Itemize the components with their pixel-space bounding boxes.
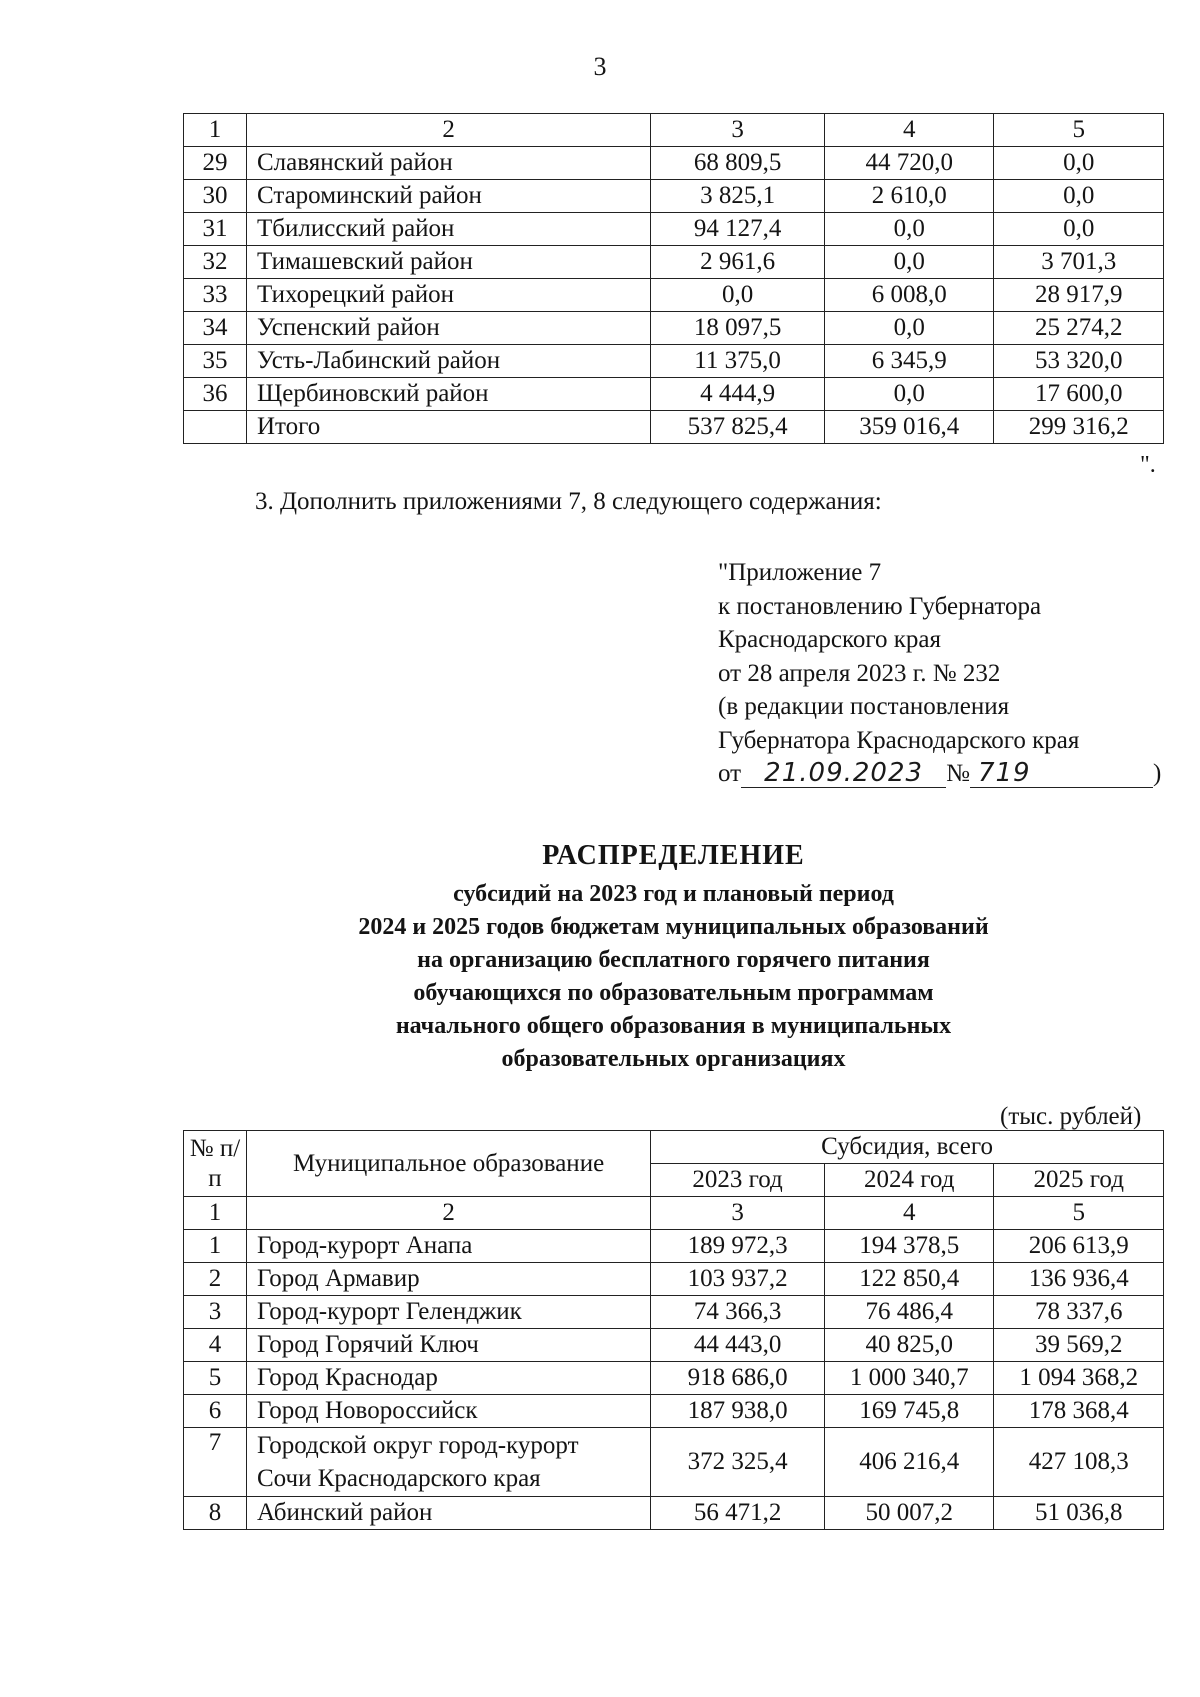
table-header-row [184, 1131, 1164, 1164]
col-number: 2 [247, 1197, 651, 1230]
row-number: 31 [184, 213, 247, 246]
row-value: 0,0 [994, 180, 1164, 213]
row-name: Тбилисский район [247, 213, 651, 246]
row-value: 406 216,4 [824, 1428, 993, 1497]
table-row [184, 312, 1164, 345]
row-value: 74 366,3 [651, 1296, 825, 1329]
row-value: 0,0 [824, 213, 993, 246]
row-name: Староминский район [247, 180, 651, 213]
row-number: 4 [184, 1329, 247, 1362]
row-value: 39 569,2 [994, 1329, 1164, 1362]
table-total-row [184, 411, 1164, 444]
appendix-line: от 28 апреля 2023 г. № 232 [718, 659, 1001, 687]
col-number: 5 [994, 1197, 1164, 1230]
row-number: 8 [184, 1497, 247, 1530]
appendix-header [718, 556, 1161, 791]
title-line: образовательных организациях [501, 1046, 846, 1072]
row-value: 11 375,0 [651, 345, 825, 378]
row-name: Город Горячий Ключ [247, 1329, 651, 1362]
table-distribution [183, 1130, 1164, 1530]
row-name-line: Городской округ город-курорт [257, 1432, 579, 1459]
appendix-line: (в редакции постановления [718, 693, 1010, 720]
table-row [184, 246, 1164, 279]
row-value: 51 036,8 [994, 1497, 1164, 1530]
row-value: 2 610,0 [824, 180, 993, 213]
row-value: 0,0 [994, 147, 1164, 180]
row-name: Город Краснодар [247, 1362, 651, 1395]
row-number: 1 [184, 1230, 247, 1263]
row-value: 50 007,2 [824, 1497, 993, 1530]
row-value: 40 825,0 [824, 1329, 993, 1362]
row-value: 53 320,0 [994, 345, 1164, 378]
row-value: 94 127,4 [651, 213, 825, 246]
row-value: 206 613,9 [994, 1230, 1164, 1263]
title-line: обучающихся по образовательным программам [413, 980, 934, 1006]
title-line: субсидий на 2023 год и плановый период [453, 881, 894, 907]
table-row [184, 1263, 1164, 1296]
row-name: Щербиновский район [247, 378, 651, 411]
col-number: 4 [824, 114, 993, 147]
row-number: 2 [184, 1263, 247, 1296]
row-name: Абинский район [247, 1497, 651, 1530]
row-value: 6 008,0 [824, 279, 993, 312]
row-name-line: Сочи Краснодарского края [257, 1465, 541, 1492]
page-number: 3 [593, 52, 607, 81]
row-value: 6 345,9 [824, 345, 993, 378]
col-number: 3 [651, 114, 825, 147]
row-number: 36 [184, 378, 247, 411]
row-value: 187 938,0 [651, 1395, 825, 1428]
table-row [184, 378, 1164, 411]
row-name: Успенский район [247, 312, 651, 345]
title-line: начального общего образования в муниципальных [395, 1013, 952, 1039]
title-main: РАСПРЕДЕЛЕНИЕ [542, 840, 805, 871]
row-value: 4 444,9 [651, 378, 825, 411]
header-subsidy: Субсидия, всего [651, 1131, 1164, 1164]
row-name: Город-курорт Геленджик [247, 1296, 651, 1329]
date-prefix: от [718, 760, 742, 787]
row-value: 76 486,4 [824, 1296, 993, 1329]
row-value: 122 850,4 [824, 1263, 993, 1296]
table-column-numbers [184, 114, 1164, 147]
row-name: Тимашевский район [247, 246, 651, 279]
row-value: 44 443,0 [651, 1329, 825, 1362]
table-row [184, 180, 1164, 213]
row-value: 0,0 [824, 246, 993, 279]
row-value: 427 108,3 [994, 1428, 1164, 1497]
row-value: 17 600,0 [994, 378, 1164, 411]
closing-paren: ) [1152, 760, 1162, 787]
table-column-numbers [184, 1197, 1164, 1230]
table-row [184, 1329, 1164, 1362]
row-number: 5 [184, 1362, 247, 1395]
table-continuation [183, 113, 1164, 444]
row-name: Город Армавир [247, 1263, 651, 1296]
row-value: 1 094 368,2 [994, 1362, 1164, 1395]
header-num: № п/п [184, 1131, 247, 1197]
row-value: 28 917,9 [994, 279, 1164, 312]
row-value: 189 972,3 [651, 1230, 825, 1263]
row-name: Город-курорт Анапа [247, 1230, 651, 1263]
table-row [184, 213, 1164, 246]
row-number: 32 [184, 246, 247, 279]
appendix-line: "Приложение 7 [718, 559, 882, 586]
row-value: 372 325,4 [651, 1428, 825, 1497]
row-value: 3 825,1 [651, 180, 825, 213]
header-name: Муниципальное образование [247, 1131, 651, 1197]
row-value: 18 097,5 [651, 312, 825, 345]
row-name: Город Новороссийск [247, 1395, 651, 1428]
table-row [184, 147, 1164, 180]
total-label: Итого [247, 411, 651, 444]
row-value: 1 000 340,7 [824, 1362, 993, 1395]
row-number: 30 [184, 180, 247, 213]
units-label: (тыс. рублей) [1000, 1103, 1142, 1130]
row-number [184, 411, 247, 444]
header-year: 2024 год [824, 1164, 993, 1197]
row-value: 194 378,5 [824, 1230, 993, 1263]
header-year: 2023 год [651, 1164, 825, 1197]
row-value: 68 809,5 [651, 147, 825, 180]
row-number: 6 [184, 1395, 247, 1428]
row-name-multiline [247, 1428, 651, 1497]
table-row [184, 1362, 1164, 1395]
row-value: 3 701,3 [994, 246, 1164, 279]
table-row [184, 345, 1164, 378]
appendix-line: Краснодарского края [718, 626, 941, 653]
col-number: 2 [247, 114, 651, 147]
document-title [183, 840, 1164, 1076]
row-value: 169 745,8 [824, 1395, 993, 1428]
table-row [184, 1230, 1164, 1263]
handwritten-number: 719 [970, 759, 1153, 788]
table-row [184, 1428, 1164, 1497]
appendix-line: к постановлению Губернатора [718, 592, 1042, 620]
number-sign: № [946, 760, 970, 787]
row-name: Усть-Лабинский район [247, 345, 651, 378]
table-row [184, 1296, 1164, 1329]
table-row [184, 279, 1164, 312]
row-value: 78 337,6 [994, 1296, 1164, 1329]
row-number: 35 [184, 345, 247, 378]
col-number: 4 [824, 1197, 993, 1230]
total-value: 359 016,4 [824, 411, 993, 444]
col-number: 3 [651, 1197, 825, 1230]
row-number: 3 [184, 1296, 247, 1329]
title-line: 2024 и 2025 годов бюджетам муниципальных образований [358, 914, 989, 940]
row-value: 56 471,2 [651, 1497, 825, 1530]
total-value: 299 316,2 [994, 411, 1164, 444]
row-value: 0,0 [651, 279, 825, 312]
row-number: 33 [184, 279, 247, 312]
row-name: Славянский район [247, 147, 651, 180]
row-number: 34 [184, 312, 247, 345]
row-value: 918 686,0 [651, 1362, 825, 1395]
header-year: 2025 год [994, 1164, 1164, 1197]
col-number: 5 [994, 114, 1164, 147]
col-number: 1 [184, 1197, 247, 1230]
row-value: 0,0 [994, 213, 1164, 246]
row-value: 103 937,2 [651, 1263, 825, 1296]
row-value: 136 936,4 [994, 1263, 1164, 1296]
total-value: 537 825,4 [651, 411, 825, 444]
row-value: 0,0 [824, 312, 993, 345]
table-row [184, 1395, 1164, 1428]
row-value: 0,0 [824, 378, 993, 411]
row-number: 7 [184, 1428, 247, 1497]
col-number: 1 [184, 114, 247, 147]
row-number: 29 [184, 147, 247, 180]
appendix-line: Губернатора Краснодарского края [718, 726, 1080, 754]
table-row [184, 1497, 1164, 1530]
row-value: 25 274,2 [994, 312, 1164, 345]
handwritten-date: 21.09.2023 [741, 759, 946, 788]
paragraph-3: 3. Дополнить приложениями 7, 8 следующего содержания: [255, 488, 882, 515]
row-value: 178 368,4 [994, 1395, 1164, 1428]
closing-quote: ". [1140, 452, 1156, 478]
row-value: 44 720,0 [824, 147, 993, 180]
row-value: 2 961,6 [651, 246, 825, 279]
row-name: Тихорецкий район [247, 279, 651, 312]
appendix-date-line [718, 757, 1161, 791]
title-line: на организацию бесплатного горячего питания [417, 947, 930, 973]
